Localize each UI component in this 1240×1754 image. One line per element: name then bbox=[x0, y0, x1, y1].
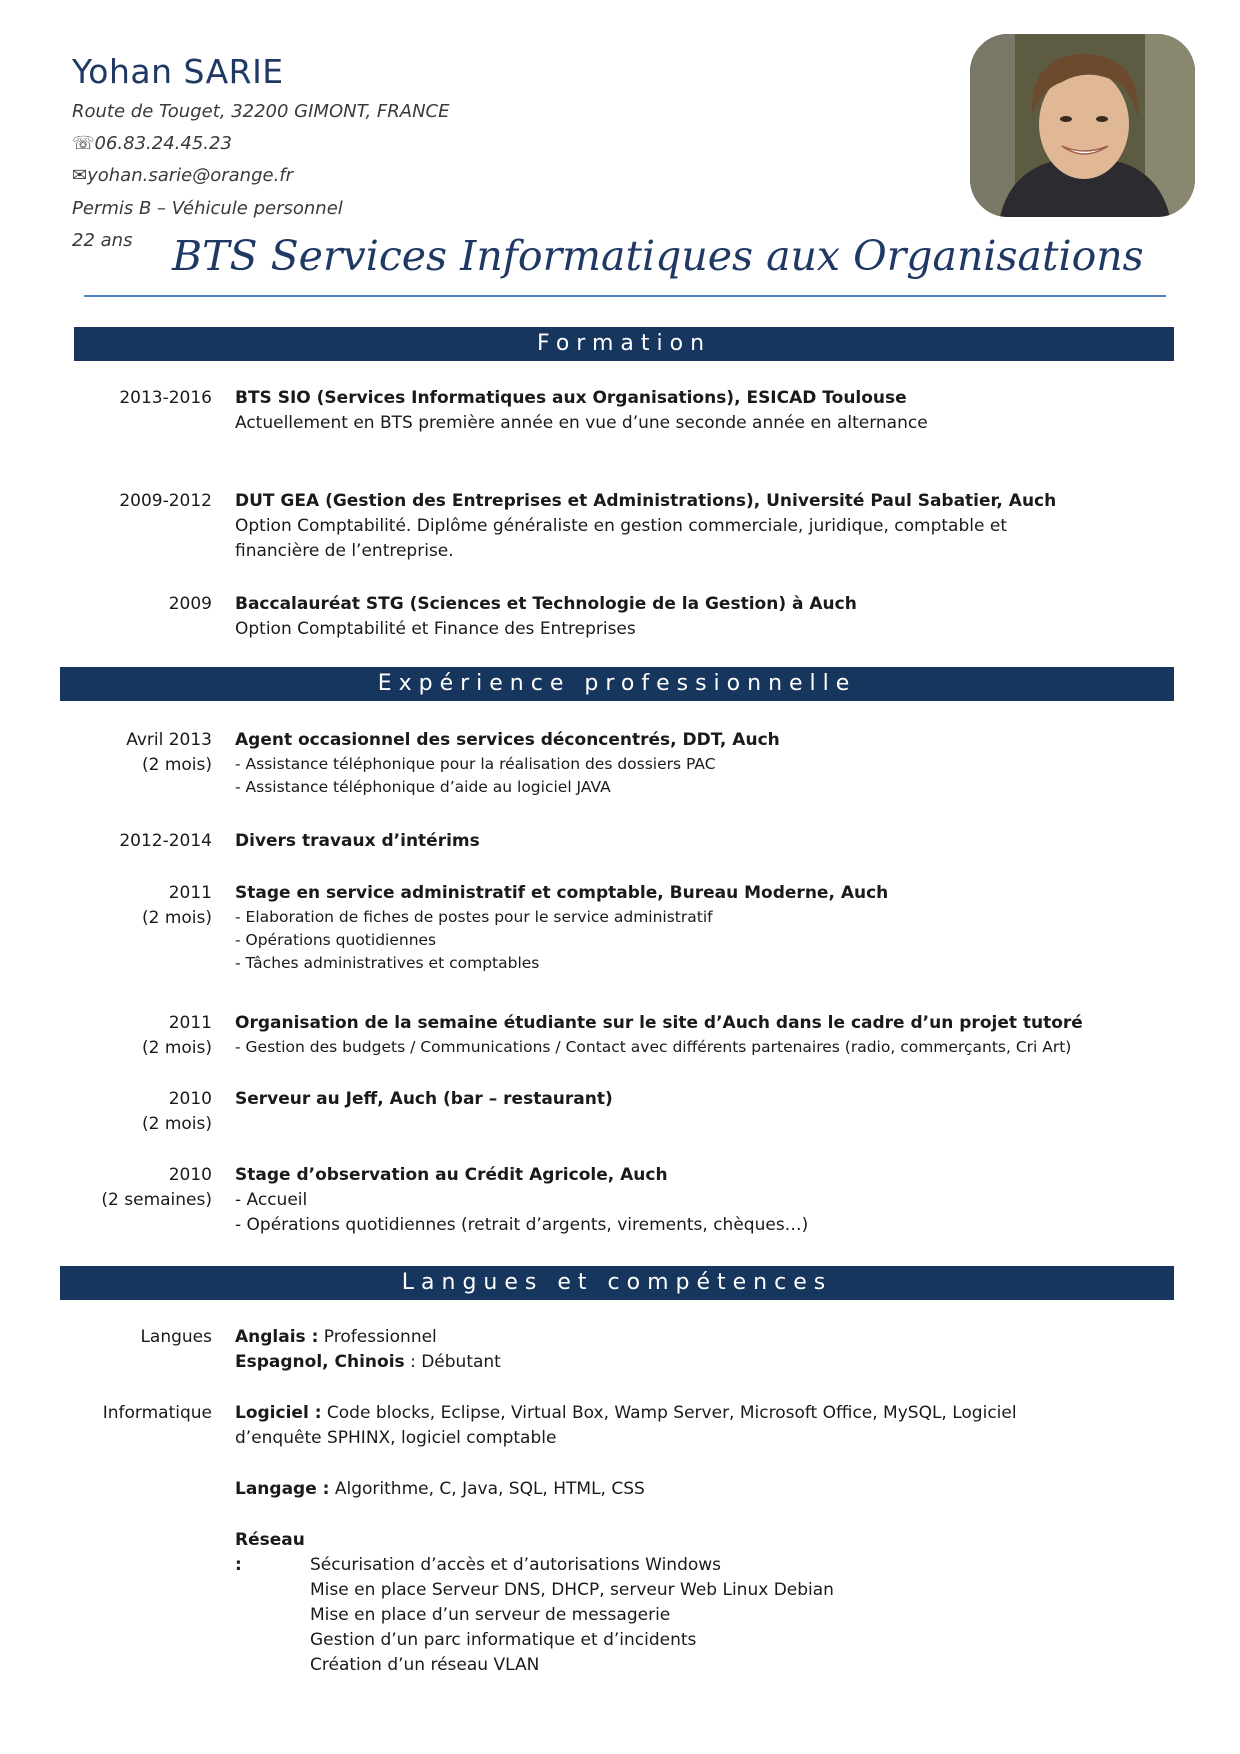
skills-label-langues: Langues bbox=[140, 1327, 212, 1347]
languages-prog-block bbox=[235, 1477, 1135, 1502]
network-item: Création d’un réseau VLAN bbox=[310, 1655, 540, 1675]
experience-item bbox=[235, 728, 1135, 799]
exp-date: 2012-2014 bbox=[119, 831, 212, 851]
bullet: - Assistance téléphonique d’aide au logiciel JAVA bbox=[235, 778, 611, 796]
envelope-icon: ✉ bbox=[72, 165, 88, 186]
bullet: - Tâches administratives et comptables bbox=[235, 954, 540, 972]
experience-title: Stage en service administratif et comptable, Bureau Moderne, Auch bbox=[235, 883, 889, 903]
address: Route de Touget, 32200 GIMONT, FRANCE bbox=[72, 101, 450, 122]
experience-title: Organisation de la semaine étudiante sur le site d’Auch dans le cadre d’un projet tutoré bbox=[235, 1013, 1083, 1033]
exp-date: 2010 bbox=[168, 1089, 212, 1109]
exp-duration: (2 mois) bbox=[141, 908, 212, 928]
experience-date bbox=[60, 1163, 212, 1213]
experience-date bbox=[60, 728, 212, 778]
bullet: - Assistance téléphonique pour la réalisation des dossiers PAC bbox=[235, 755, 716, 773]
experience-item bbox=[235, 1011, 1135, 1059]
language-english bbox=[235, 1325, 1135, 1350]
candidate-name: Yohan SARIE bbox=[72, 52, 284, 91]
exp-date: 2011 bbox=[168, 1013, 212, 1033]
experience-title: Serveur au Jeff, Auch (bar – restaurant) bbox=[235, 1089, 613, 1109]
exp-date: 2010 bbox=[168, 1165, 212, 1185]
profile-photo bbox=[970, 34, 1195, 217]
formation-desc: Option Comptabilité et Finance des Entreprises bbox=[235, 619, 636, 639]
title-divider bbox=[84, 295, 1166, 297]
langage-key: Langage : bbox=[235, 1479, 330, 1499]
experience-date bbox=[60, 881, 212, 931]
languages-block bbox=[235, 1325, 1135, 1375]
formation-date: 2009 bbox=[168, 594, 212, 614]
others-level: : Débutant bbox=[404, 1352, 501, 1372]
software-line bbox=[235, 1401, 1135, 1426]
phone-line bbox=[72, 133, 232, 154]
experience-item bbox=[235, 1087, 1135, 1112]
phone-number: 06.83.24.45.23 bbox=[94, 133, 232, 154]
phone-icon: ☏ bbox=[72, 133, 95, 154]
exp-date: 2011 bbox=[168, 883, 212, 903]
job-title: BTS Services Informatiques aux Organisations bbox=[172, 232, 1144, 280]
exp-duration: (2 mois) bbox=[141, 755, 212, 775]
experience-title: Divers travaux d’intérims bbox=[235, 831, 480, 851]
language-others bbox=[235, 1350, 1135, 1375]
bullet: - Gestion des budgets / Communications / Contact avec différents partenaires (radio, commerçants, Cri Art) bbox=[235, 1038, 1072, 1056]
section-formation: Formation bbox=[74, 327, 1174, 361]
experience-title: Agent occasionnel des services déconcentrés, DDT, Auch bbox=[235, 730, 780, 750]
experience-item bbox=[235, 881, 1135, 975]
experience-date bbox=[60, 1087, 212, 1137]
exp-duration: (2 mois) bbox=[141, 1114, 212, 1134]
line: - Opérations quotidiennes (retrait d’argents, virements, chèques…) bbox=[235, 1215, 809, 1235]
formation-item bbox=[235, 592, 1135, 642]
formation-desc: financière de l’entreprise. bbox=[235, 541, 454, 561]
software-key: Logiciel : bbox=[235, 1403, 322, 1423]
skills-label-informatique: Informatique bbox=[102, 1403, 212, 1423]
network-item: Mise en place Serveur DNS, DHCP, serveur Web Linux Debian bbox=[310, 1580, 834, 1600]
line: - Accueil bbox=[235, 1190, 308, 1210]
experience-item bbox=[235, 829, 1135, 854]
others-key: Espagnol, Chinois bbox=[235, 1352, 405, 1372]
bullet: - Elaboration de fiches de postes pour le service administratif bbox=[235, 908, 713, 926]
age: 22 ans bbox=[72, 230, 133, 251]
software-block bbox=[235, 1401, 1135, 1451]
formation-title: Baccalauréat STG (Sciences et Technologie de la Gestion) à Auch bbox=[235, 594, 857, 614]
network-item: Sécurisation d’accès et d’autorisations Windows bbox=[310, 1555, 722, 1575]
license: Permis B – Véhicule personnel bbox=[72, 198, 343, 219]
bullet: - Opérations quotidiennes bbox=[235, 931, 437, 949]
section-experience: Expérience professionnelle bbox=[60, 667, 1174, 701]
network-item: Gestion d’un parc informatique et d’incidents bbox=[310, 1630, 697, 1650]
section-skills: Langues et compétences bbox=[60, 1266, 1174, 1300]
formation-title: BTS SIO (Services Informatiques aux Organisations), ESICAD Toulouse bbox=[235, 388, 907, 408]
english-level: Professionnel bbox=[318, 1327, 437, 1347]
email-address: yohan.sarie@orange.fr bbox=[87, 165, 294, 186]
email-line bbox=[72, 165, 293, 186]
exp-date: Avril 2013 bbox=[126, 730, 212, 750]
formation-item bbox=[235, 489, 1135, 564]
experience-date bbox=[60, 829, 212, 854]
english-key: Anglais : bbox=[235, 1327, 319, 1347]
formation-title: DUT GEA (Gestion des Entreprises et Administrations), Université Paul Sabatier, Auch bbox=[235, 491, 1057, 511]
formation-item bbox=[235, 386, 1135, 436]
langage-list: Algorithme, C, Java, SQL, HTML, CSS bbox=[329, 1479, 645, 1499]
formation-desc: Option Comptabilité. Diplôme généraliste en gestion commerciale, juridique, comptable et bbox=[235, 516, 1007, 536]
exp-duration: (2 semaines) bbox=[101, 1190, 212, 1210]
formation-date: 2009-2012 bbox=[119, 491, 212, 511]
experience-title: Stage d’observation au Crédit Agricole, Auch bbox=[235, 1165, 668, 1185]
formation-desc: Actuellement en BTS première année en vue d’une seconde année en alternance bbox=[235, 413, 928, 433]
experience-item bbox=[235, 1163, 1135, 1238]
experience-date bbox=[60, 1011, 212, 1061]
software-list: Code blocks, Eclipse, Virtual Box, Wamp Server, Microsoft Office, MySQL, Logiciel bbox=[321, 1403, 1017, 1423]
formation-date: 2013-2016 bbox=[119, 388, 212, 408]
network-block bbox=[235, 1528, 1135, 1678]
exp-duration: (2 mois) bbox=[141, 1038, 212, 1058]
network-item: Mise en place d’un serveur de messagerie bbox=[310, 1605, 671, 1625]
network-key: Réseau : bbox=[235, 1530, 305, 1575]
software-line-2: d’enquête SPHINX, logiciel comptable bbox=[235, 1428, 557, 1448]
